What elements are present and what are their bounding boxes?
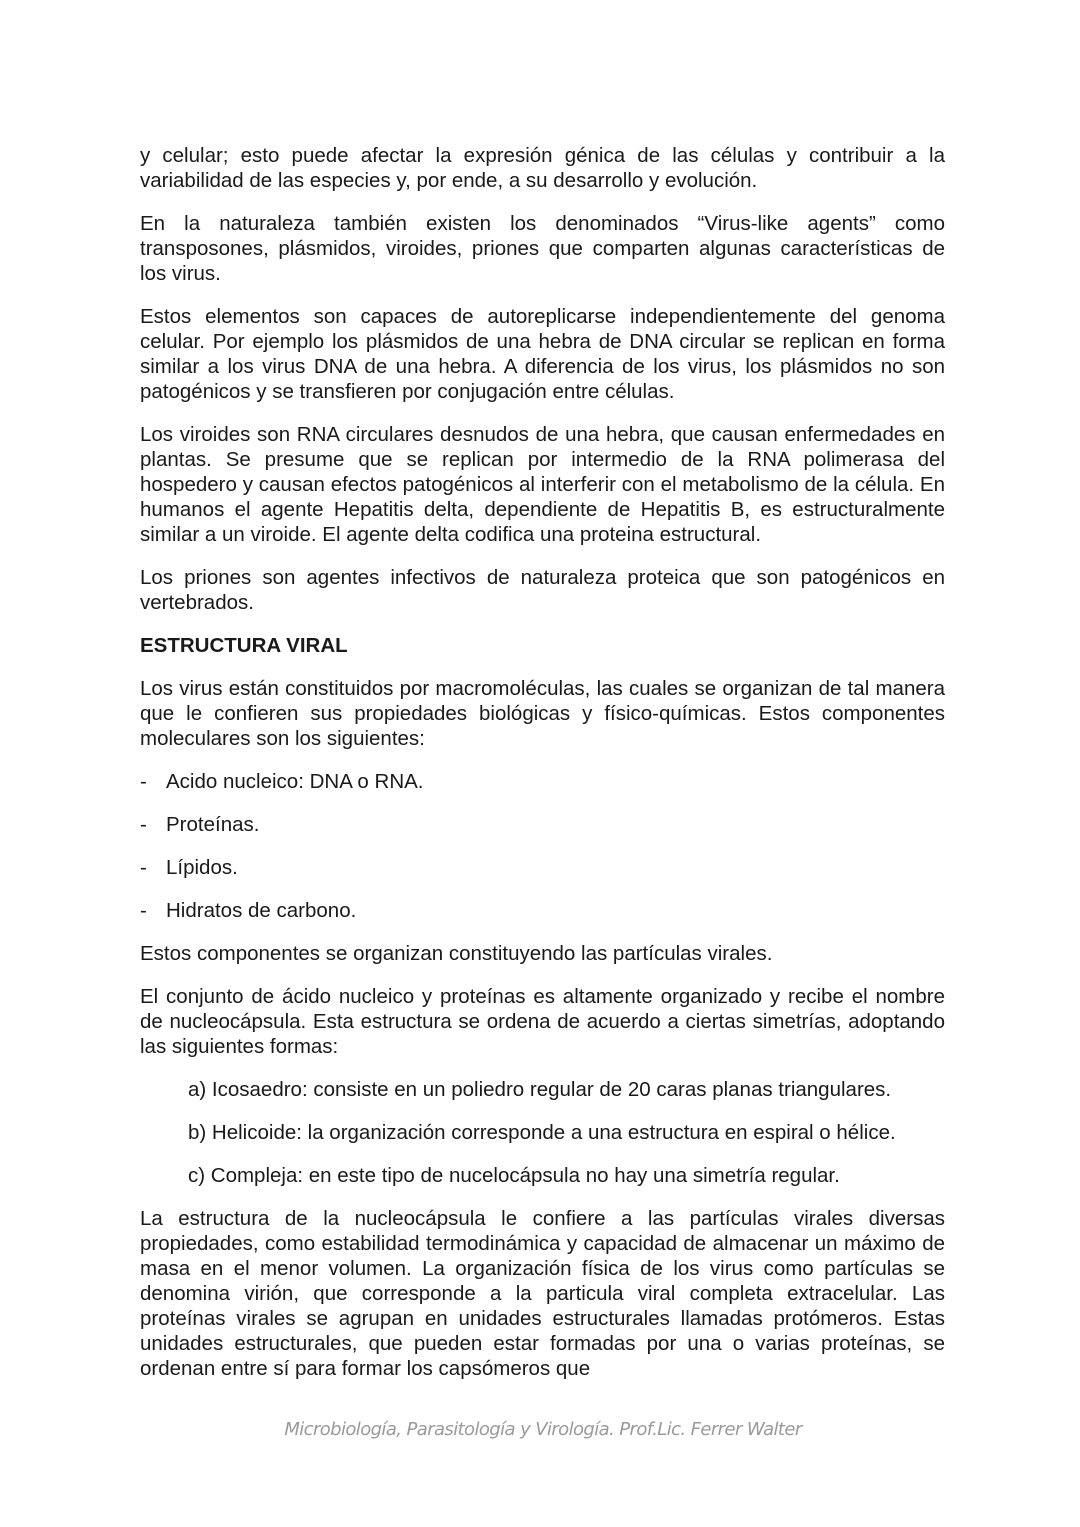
symmetry-item-complex: c) Compleja: en este tipo de nucelocápsula no hay una simetría regular. bbox=[188, 1164, 840, 1187]
section-heading: ESTRUCTURA VIRAL bbox=[140, 634, 348, 657]
paragraph-viral-components: Los virus están constituidos por macromoléculas, las cuales se organizan de tal manera que le confieren sus propiedades biológicas y físico-químicas. Estos componentes moleculares son los siguientes: bbox=[140, 677, 945, 750]
list-dash: - bbox=[140, 813, 147, 836]
paragraph-viral-particles: Estos componentes se organizan constituyendo las partículas virales. bbox=[140, 942, 773, 965]
list-item-text: Lípidos. bbox=[166, 856, 238, 879]
paragraph-nucleocapsule: El conjunto de ácido nucleico y proteínas es altamente organizado y recibe el nombre de nucleocápsula. Esta estructura se ordena de acuerdo a ciertas simetrías, adoptando las siguientes formas: bbox=[140, 985, 945, 1058]
list-item-text: Acido nucleico: DNA o RNA. bbox=[166, 770, 424, 793]
page-footer: Microbiología, Parasitología y Virología. Prof.Lic. Ferrer Walter bbox=[284, 1419, 802, 1440]
paragraph-intro-continuation: y celular; esto puede afectar la expresión génica de las células y contribuir a la variabilidad de las especies y, por ende, a su desarrollo y evolución. bbox=[140, 144, 945, 192]
paragraph-virus-like-agents: En la naturaleza también existen los denominados “Virus-like agents” como transposones, plásmidos, viroides, priones que comparten algunas características de los virus. bbox=[140, 212, 945, 285]
list-dash: - bbox=[140, 770, 147, 793]
list-dash: - bbox=[140, 856, 147, 879]
paragraph-viroids: Los viroides son RNA circulares desnudos de una hebra, que causan enfermedades en plantas. Se presume que se replican por intermedio de la RNA polimerasa del hospedero y causan efectos patogénicos al interferir con el metabolismo de la célula. En humanos el agente Hepatitis delta, dependiente de Hepatitis B, es estructuralmente similar a un viroide. El agente delta codifica una proteina estructural. bbox=[140, 423, 945, 546]
list-item-text: Proteínas. bbox=[166, 813, 260, 836]
symmetry-item-icosahedron: a) Icosaedro: consiste en un poliedro regular de 20 caras planas triangulares. bbox=[188, 1078, 892, 1101]
list-item bbox=[140, 898, 945, 923]
page-content bbox=[140, 143, 945, 1399]
symmetry-item-helicoid: b) Helicoide: la organización corresponde a una estructura en espiral o hélice. bbox=[188, 1121, 896, 1144]
paragraph-prions: Los priones son agentes infectivos de naturaleza proteica que son patogénicos en vertebrados. bbox=[140, 566, 945, 614]
list-item bbox=[140, 769, 945, 794]
list-dash: - bbox=[140, 899, 147, 922]
list-item bbox=[140, 855, 945, 880]
paragraph-plasmids: Estos elementos son capaces de autoreplicarse independientemente del genoma celular. Por ejemplo los plásmidos de una hebra de DNA circular se replican en forma similar a los virus DNA de una hebra. A diferencia de los virus, los plásmidos no son patogénicos y se transfieren por conjugación entre células. bbox=[140, 305, 945, 403]
paragraph-virion-structure: La estructura de la nucleocápsula le confiere a las partículas virales diversas propiedades, como estabilidad termodinámica y capacidad de almacenar un máximo de masa en el menor volumen. La organización física de los virus como partículas se denomina virión, que corresponde a la particula viral completa extracelular. Las proteínas virales se agrupan en unidades estructurales llamadas protómeros. Estas unidades estructurales, que pueden estar formadas por una o varias proteínas, se ordenan entre sí para formar los capsómeros que bbox=[140, 1207, 945, 1380]
list-item-text: Hidratos de carbono. bbox=[166, 899, 357, 922]
list-item bbox=[140, 812, 945, 837]
